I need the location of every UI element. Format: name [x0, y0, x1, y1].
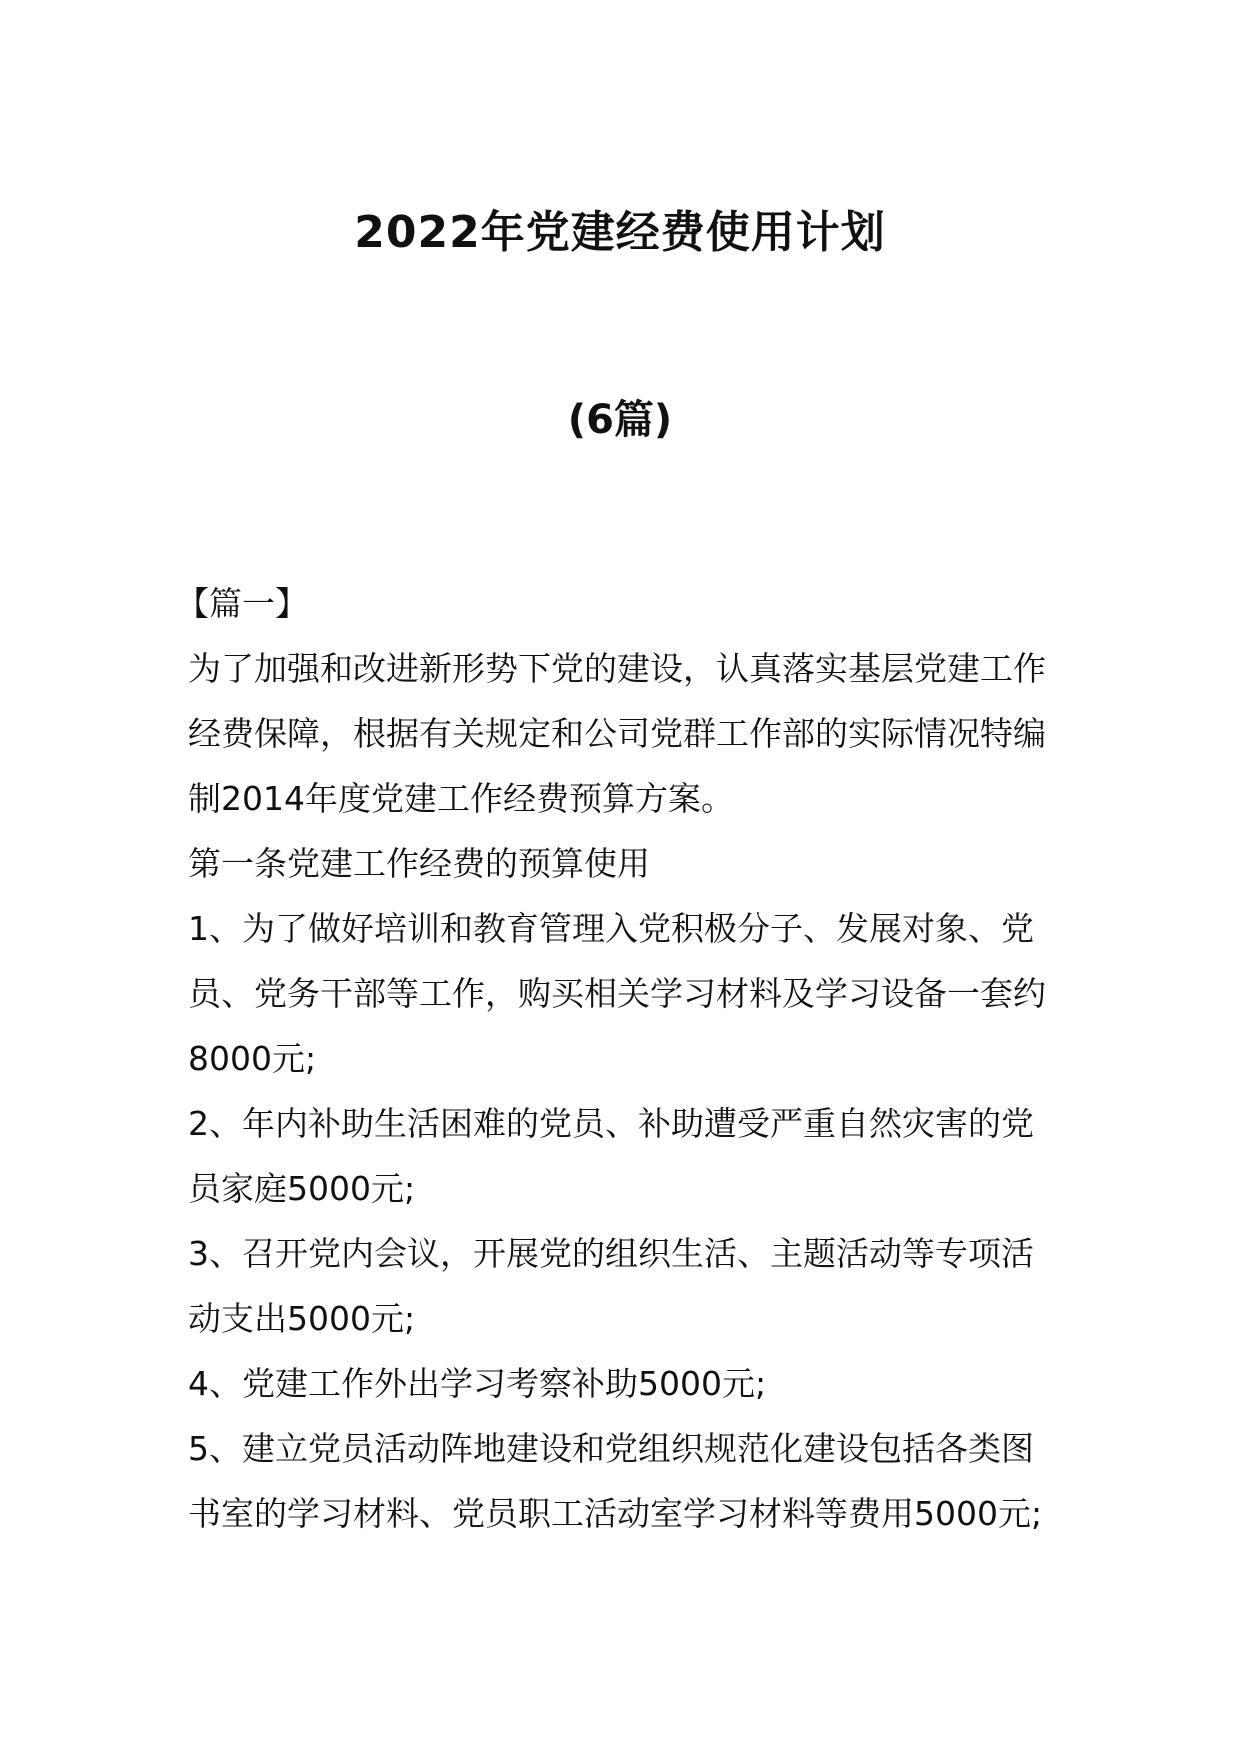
- paragraph: 2、年内补助生活困难的党员、补助遭受严重自然灾害的党员家庭5000元;: [188, 1104, 1034, 1208]
- paragraph: 3、召开党内会议，开展党的组织生活、主题活动等专项活动支出5000元;: [188, 1234, 1034, 1338]
- section-heading: 【篇一】: [176, 584, 308, 623]
- document-subtitle: (6篇): [567, 397, 673, 443]
- paragraph: 5、建立党员活动阵地建设和党组织规范化建设包括各类图书室的学习材料、党员职工活动室学习材料等费用5000元;: [188, 1429, 1043, 1533]
- paragraph: 4、党建工作外出学习考察补助5000元;: [188, 1364, 767, 1403]
- paragraph: 第一条党建工作经费的预算使用: [188, 844, 650, 883]
- document-title: 2022年党建经费使用计划: [354, 207, 886, 258]
- paragraph: 为了加强和改进新形势下党的建设，认真落实基层党建工作经费保障，根据有关规定和公司党群工作部的实际情况特编制2014年度党建工作经费预算方案。: [188, 649, 1046, 818]
- document-body: [176, 571, 1058, 1546]
- paragraph: 1、为了做好培训和教育管理入党积极分子、发展对象、党员、党务干部等工作，购买相关学习材料及学习设备一套约8000元;: [188, 909, 1046, 1078]
